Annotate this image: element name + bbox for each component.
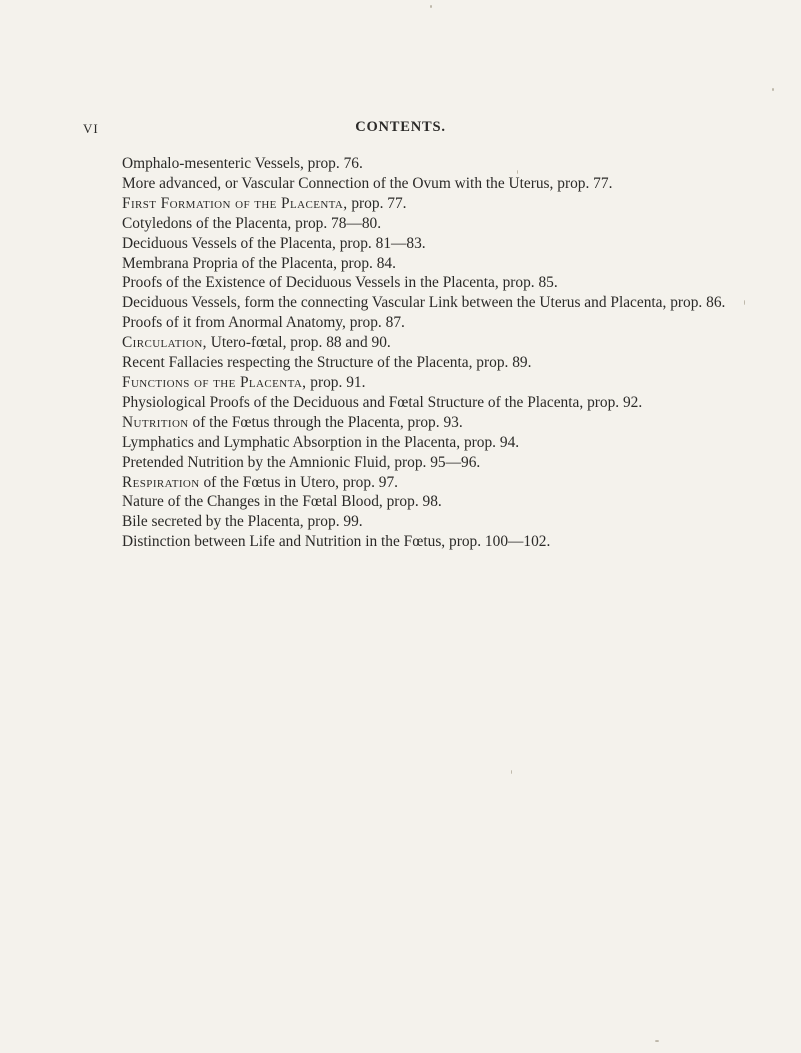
entry-ref: prop. 77. [351, 194, 407, 212]
entry-title: Pretended Nutrition by the Amnionic Fluid, [122, 453, 391, 471]
paper-speck [430, 5, 432, 8]
entry-ref: prop. 94. [463, 433, 520, 451]
entry-ref: prop. 88 and 90. [290, 334, 391, 352]
entry-ref: prop. 76. [307, 155, 363, 172]
entry-ref: prop. 99. [307, 513, 363, 531]
entry-title: Nature of the Changes in the Fœtal Blood, [122, 493, 383, 511]
entry-title: Deciduous Vessels of the Placenta, [122, 234, 336, 252]
entry-title: Proofs of the Existence of Deciduous Vessels in the Placenta, [122, 274, 499, 292]
entry-title: of the Fœtus in Utero, [203, 473, 339, 491]
entry-title: Distinction between Life and Nutrition in the Fœtus, [122, 533, 446, 551]
entry-ref: prop. 98. [386, 493, 442, 511]
contents-entry [122, 413, 732, 433]
contents-entry [122, 492, 732, 512]
contents-entry [122, 532, 732, 552]
entry-heading: Circulation, [122, 334, 207, 352]
paper-speck [511, 770, 512, 774]
entry-title: Physiological Proofs of the Deciduous and Fœtal Structure of the Placenta, [122, 393, 584, 411]
entry-title: Omphalo-mesenteric Vessels, [122, 155, 304, 172]
entry-heading: Respiration [122, 473, 200, 491]
paper-speck [655, 1040, 659, 1042]
contents-entry [122, 393, 732, 413]
entry-ref: prop. 77. [557, 174, 613, 192]
contents-entry [122, 293, 732, 313]
entry-title: Proofs of it from Anormal Anatomy, [122, 314, 346, 332]
entry-ref: prop. 78—80. [295, 214, 382, 232]
entry-ref: prop. 84. [340, 254, 396, 272]
entry-title: Deciduous Vessels, form the connecting Vascular Link between the Uterus and Placenta, [122, 294, 667, 312]
entry-ref: prop. 91. [310, 373, 366, 391]
page-title: CONTENTS. [355, 119, 446, 135]
entry-ref: prop. 93. [407, 413, 463, 431]
entry-ref: prop. 100—102. [449, 533, 551, 551]
entry-title: Utero-fœtal, [210, 334, 287, 352]
contents-entry [122, 512, 732, 532]
entry-ref: prop. 81—83. [339, 234, 426, 252]
entry-heading: Functions of the Placenta, [122, 373, 307, 391]
paper-speck [517, 170, 518, 174]
contents-entry [122, 333, 732, 353]
entry-ref: prop. 95—96. [394, 453, 481, 471]
contents-entry [122, 273, 732, 293]
contents-entry [122, 373, 732, 393]
contents-entry [122, 174, 732, 194]
entry-ref: prop. 86. [670, 294, 726, 312]
entry-ref: prop. 92. [587, 393, 643, 411]
entry-ref: prop. 85. [502, 274, 558, 292]
contents-entry [122, 433, 732, 453]
entry-ref: prop. 87. [349, 314, 405, 332]
contents-entry [122, 353, 732, 373]
page-number: VI [83, 121, 99, 136]
entry-ref: prop. 89. [476, 354, 532, 372]
entry-ref: prop. 97. [342, 473, 399, 491]
contents-entry [122, 154, 732, 174]
entry-heading: First Formation of the Placenta, [122, 194, 348, 212]
entry-title: Membrana Propria of the Placenta, [122, 254, 337, 272]
entry-title: Bile secreted by the Placenta, [122, 513, 304, 531]
contents-list [122, 154, 732, 552]
contents-entry [122, 214, 732, 234]
contents-entry [122, 194, 732, 214]
entry-heading: Nutrition [122, 413, 189, 431]
entry-title: of the Fœtus through the Placenta, [192, 413, 404, 431]
contents-entry [122, 234, 732, 254]
entry-title: Recent Fallacies respecting the Structure of the Placenta, [122, 354, 473, 372]
paper-speck [772, 88, 774, 91]
contents-entry [122, 313, 732, 333]
contents-entry [122, 254, 732, 274]
entry-title: Cotyledons of the Placenta, [122, 214, 292, 232]
contents-entry [122, 473, 732, 493]
paper-speck [744, 300, 745, 305]
contents-entry [122, 453, 732, 473]
entry-title: Lymphatics and Lymphatic Absorption in the Placenta, [122, 433, 461, 451]
entry-title: More advanced, or Vascular Connection of the Ovum with the Uterus, [122, 174, 554, 192]
